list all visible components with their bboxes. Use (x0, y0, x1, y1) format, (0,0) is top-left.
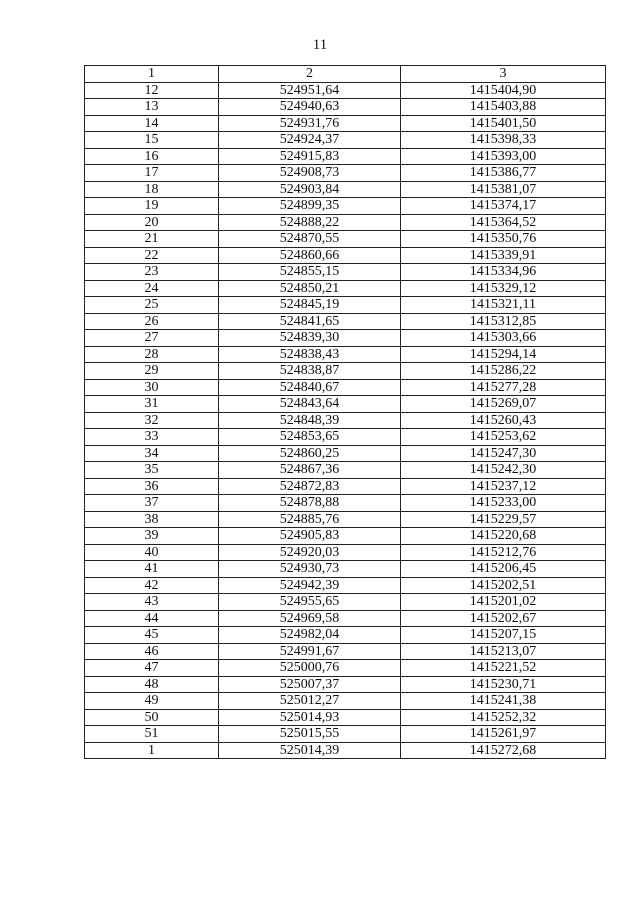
x-coordinate-cell: 524839,30 (219, 330, 401, 347)
point-number-cell: 27 (85, 330, 219, 347)
point-number-cell: 29 (85, 363, 219, 380)
y-coordinate-cell: 1415237,12 (401, 478, 606, 495)
table-row (85, 561, 606, 578)
table-row (85, 660, 606, 677)
table-row (85, 363, 606, 380)
y-coordinate-cell: 1415312,85 (401, 313, 606, 330)
point-number-cell: 38 (85, 511, 219, 528)
y-coordinate-cell: 1415269,07 (401, 396, 606, 413)
table-row (85, 379, 606, 396)
table-row (85, 330, 606, 347)
y-coordinate-cell: 1415230,71 (401, 676, 606, 693)
x-coordinate-cell: 525014,39 (219, 742, 401, 759)
y-coordinate-cell: 1415329,12 (401, 280, 606, 297)
x-coordinate-cell: 525015,55 (219, 726, 401, 743)
x-coordinate-cell: 525012,27 (219, 693, 401, 710)
x-coordinate-cell: 524955,65 (219, 594, 401, 611)
y-coordinate-cell: 1415386,77 (401, 165, 606, 182)
y-coordinate-cell: 1415381,07 (401, 181, 606, 198)
point-number-cell: 17 (85, 165, 219, 182)
y-coordinate-cell: 1415374,17 (401, 198, 606, 215)
table-row (85, 132, 606, 149)
y-coordinate-cell: 1415201,02 (401, 594, 606, 611)
y-coordinate-cell: 1415202,67 (401, 610, 606, 627)
x-coordinate-cell: 524850,21 (219, 280, 401, 297)
table-row (85, 478, 606, 495)
table-row (85, 676, 606, 693)
y-coordinate-cell: 1415206,45 (401, 561, 606, 578)
x-coordinate-cell: 524853,65 (219, 429, 401, 446)
table-row (85, 726, 606, 743)
point-number-cell: 18 (85, 181, 219, 198)
x-coordinate-cell: 524903,84 (219, 181, 401, 198)
table-row (85, 429, 606, 446)
x-coordinate-cell: 525000,76 (219, 660, 401, 677)
table-row (85, 181, 606, 198)
point-number-cell: 41 (85, 561, 219, 578)
table-row (85, 627, 606, 644)
y-coordinate-cell: 1415286,22 (401, 363, 606, 380)
point-number-cell: 28 (85, 346, 219, 363)
y-coordinate-cell: 1415241,38 (401, 693, 606, 710)
table-row (85, 511, 606, 528)
point-number-cell: 24 (85, 280, 219, 297)
point-number-cell: 14 (85, 115, 219, 132)
x-coordinate-cell: 524969,58 (219, 610, 401, 627)
point-number-cell: 43 (85, 594, 219, 611)
x-coordinate-cell: 524855,15 (219, 264, 401, 281)
table-row (85, 231, 606, 248)
page-number: 11 (312, 37, 328, 53)
point-number-cell: 19 (85, 198, 219, 215)
point-number-cell: 33 (85, 429, 219, 446)
x-coordinate-cell: 524845,19 (219, 297, 401, 314)
table-row (85, 528, 606, 545)
point-number-cell: 42 (85, 577, 219, 594)
point-number-cell: 45 (85, 627, 219, 644)
y-coordinate-cell: 1415229,57 (401, 511, 606, 528)
point-number-cell: 20 (85, 214, 219, 231)
x-coordinate-cell: 525007,37 (219, 676, 401, 693)
x-coordinate-cell: 524951,64 (219, 82, 401, 99)
point-number-cell: 12 (85, 82, 219, 99)
point-number-cell: 23 (85, 264, 219, 281)
table-row (85, 264, 606, 281)
table-row (85, 412, 606, 429)
point-number-cell: 13 (85, 99, 219, 116)
x-coordinate-cell: 524942,39 (219, 577, 401, 594)
y-coordinate-cell: 1415364,52 (401, 214, 606, 231)
x-coordinate-cell: 524940,63 (219, 99, 401, 116)
x-coordinate-cell: 524867,36 (219, 462, 401, 479)
table-row (85, 165, 606, 182)
y-coordinate-cell: 1415277,28 (401, 379, 606, 396)
point-number-cell: 21 (85, 231, 219, 248)
table-row (85, 115, 606, 132)
point-number-cell: 34 (85, 445, 219, 462)
table-row (85, 709, 606, 726)
y-coordinate-cell: 1415213,07 (401, 643, 606, 660)
x-coordinate-cell: 524860,25 (219, 445, 401, 462)
table-row (85, 577, 606, 594)
y-coordinate-cell: 1415334,96 (401, 264, 606, 281)
y-coordinate-cell: 1415401,50 (401, 115, 606, 132)
table-row (85, 462, 606, 479)
point-number-cell: 25 (85, 297, 219, 314)
point-number-cell: 22 (85, 247, 219, 264)
x-coordinate-cell: 524920,03 (219, 544, 401, 561)
y-coordinate-cell: 1415260,43 (401, 412, 606, 429)
point-number-cell: 35 (85, 462, 219, 479)
point-number-cell: 26 (85, 313, 219, 330)
table-row (85, 214, 606, 231)
y-coordinate-cell: 1415247,30 (401, 445, 606, 462)
x-coordinate-cell: 524841,65 (219, 313, 401, 330)
y-coordinate-cell: 1415339,91 (401, 247, 606, 264)
table-header-row (85, 66, 606, 83)
table-body (85, 66, 606, 759)
y-coordinate-cell: 1415253,62 (401, 429, 606, 446)
x-coordinate-cell: 524870,55 (219, 231, 401, 248)
point-number-cell: 46 (85, 643, 219, 660)
x-coordinate-cell: 524930,73 (219, 561, 401, 578)
point-number-cell: 47 (85, 660, 219, 677)
point-number-cell: 30 (85, 379, 219, 396)
y-coordinate-cell: 1415321,11 (401, 297, 606, 314)
table-row (85, 643, 606, 660)
point-number-cell: 16 (85, 148, 219, 165)
point-number-cell: 40 (85, 544, 219, 561)
table-row (85, 198, 606, 215)
x-coordinate-cell: 524982,04 (219, 627, 401, 644)
table-row (85, 445, 606, 462)
x-coordinate-cell: 524843,64 (219, 396, 401, 413)
x-coordinate-cell: 524931,76 (219, 115, 401, 132)
y-coordinate-cell: 1415252,32 (401, 709, 606, 726)
y-coordinate-cell: 1415294,14 (401, 346, 606, 363)
x-coordinate-cell: 524908,73 (219, 165, 401, 182)
y-coordinate-cell: 1415404,90 (401, 82, 606, 99)
x-coordinate-cell: 524848,39 (219, 412, 401, 429)
y-coordinate-cell: 1415212,76 (401, 544, 606, 561)
coordinates-table (84, 65, 606, 759)
y-coordinate-cell: 1415398,33 (401, 132, 606, 149)
point-number-cell: 31 (85, 396, 219, 413)
y-coordinate-cell: 1415221,52 (401, 660, 606, 677)
point-number-cell: 39 (85, 528, 219, 545)
table-row (85, 742, 606, 759)
x-coordinate-cell: 524899,35 (219, 198, 401, 215)
table-row (85, 297, 606, 314)
y-coordinate-cell: 1415202,51 (401, 577, 606, 594)
table-row (85, 247, 606, 264)
point-number-cell: 49 (85, 693, 219, 710)
y-coordinate-cell: 1415350,76 (401, 231, 606, 248)
table-row (85, 82, 606, 99)
header-cell-point: 1 (85, 66, 219, 83)
table-row (85, 693, 606, 710)
x-coordinate-cell: 524885,76 (219, 511, 401, 528)
y-coordinate-cell: 1415261,97 (401, 726, 606, 743)
x-coordinate-cell: 524840,67 (219, 379, 401, 396)
x-coordinate-cell: 524838,43 (219, 346, 401, 363)
x-coordinate-cell: 524878,88 (219, 495, 401, 512)
table-row (85, 495, 606, 512)
point-number-cell: 37 (85, 495, 219, 512)
table-row (85, 610, 606, 627)
header-cell-x: 2 (219, 66, 401, 83)
x-coordinate-cell: 524991,67 (219, 643, 401, 660)
header-cell-y: 3 (401, 66, 606, 83)
table-row (85, 148, 606, 165)
x-coordinate-cell: 524924,37 (219, 132, 401, 149)
point-number-cell: 48 (85, 676, 219, 693)
x-coordinate-cell: 524915,83 (219, 148, 401, 165)
y-coordinate-cell: 1415242,30 (401, 462, 606, 479)
point-number-cell: 44 (85, 610, 219, 627)
point-number-cell: 51 (85, 726, 219, 743)
y-coordinate-cell: 1415393,00 (401, 148, 606, 165)
point-number-cell: 15 (85, 132, 219, 149)
x-coordinate-cell: 524838,87 (219, 363, 401, 380)
x-coordinate-cell: 524888,22 (219, 214, 401, 231)
y-coordinate-cell: 1415207,15 (401, 627, 606, 644)
table-row (85, 99, 606, 116)
y-coordinate-cell: 1415233,00 (401, 495, 606, 512)
table-row (85, 280, 606, 297)
table-row (85, 594, 606, 611)
table-row (85, 346, 606, 363)
table-row (85, 396, 606, 413)
point-number-cell: 1 (85, 742, 219, 759)
y-coordinate-cell: 1415403,88 (401, 99, 606, 116)
point-number-cell: 32 (85, 412, 219, 429)
y-coordinate-cell: 1415220,68 (401, 528, 606, 545)
x-coordinate-cell: 525014,93 (219, 709, 401, 726)
table-row (85, 313, 606, 330)
y-coordinate-cell: 1415303,66 (401, 330, 606, 347)
y-coordinate-cell: 1415272,68 (401, 742, 606, 759)
table-row (85, 544, 606, 561)
point-number-cell: 50 (85, 709, 219, 726)
point-number-cell: 36 (85, 478, 219, 495)
x-coordinate-cell: 524872,83 (219, 478, 401, 495)
x-coordinate-cell: 524860,66 (219, 247, 401, 264)
x-coordinate-cell: 524905,83 (219, 528, 401, 545)
